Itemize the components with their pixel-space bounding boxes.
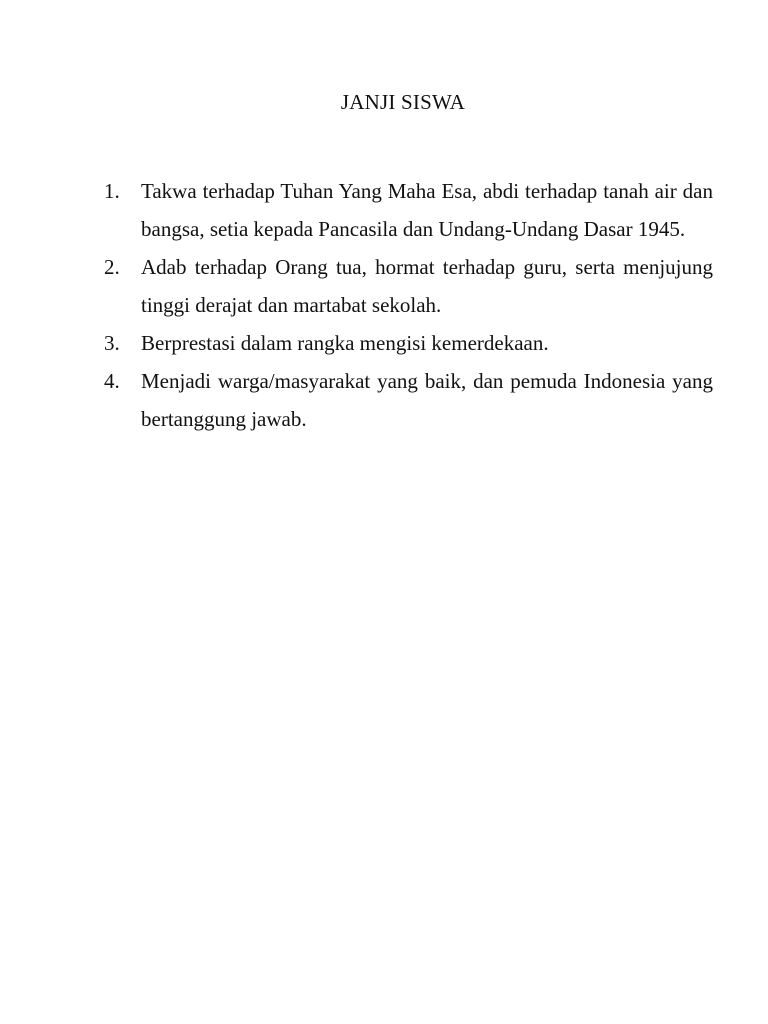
list-item-number: 4. <box>104 369 120 393</box>
list-item-text: Adab terhadap Orang tua, hormat terhadap guru, serta menjujung tinggi derajat dan martabat sekolah. <box>141 255 713 317</box>
list-item <box>104 248 713 324</box>
list-item-number: 2. <box>104 255 120 279</box>
list-item-text: Takwa terhadap Tuhan Yang Maha Esa, abdi terhadap tanah air dan bangsa, setia kepada Pancasila dan Undang-Undang Dasar 1945. <box>141 179 713 241</box>
list-item <box>104 172 713 248</box>
list-item-number: 1. <box>104 179 120 203</box>
list-item <box>104 362 713 438</box>
list-item-text: Menjadi warga/masyarakat yang baik, dan pemuda Indonesia yang bertanggung jawab. <box>141 369 713 431</box>
list-item <box>104 324 713 362</box>
promise-list <box>104 172 713 438</box>
list-item-text: Berprestasi dalam rangka mengisi kemerdekaan. <box>141 331 549 355</box>
list-item-number: 3. <box>104 331 120 355</box>
page-title: JANJI SISWA <box>340 90 466 114</box>
